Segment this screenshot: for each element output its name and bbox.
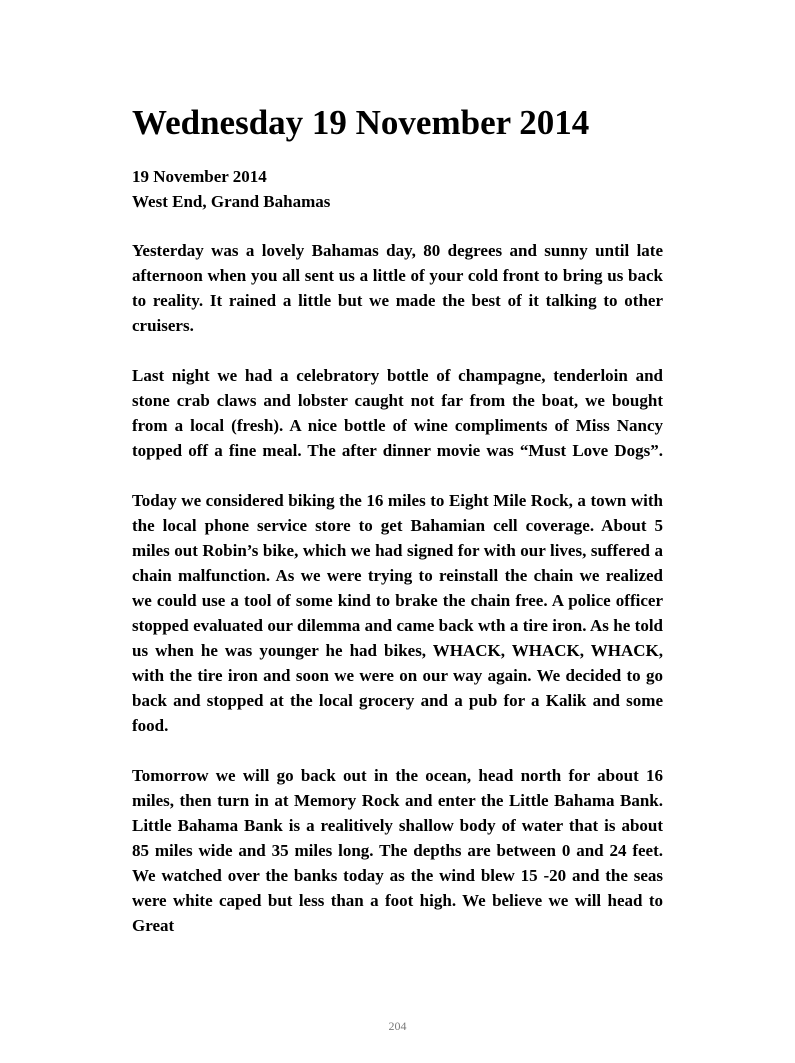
entry-location: West End, Grand Bahamas [132,192,331,211]
text-line: front to bring us back to reality. It rained a little but we made [132,266,663,310]
text-line: Last night we had a celebratory bottle of champagne, tenderloin [132,366,628,385]
text-line: Today we considered biking the 16 miles to Eight Mile Rock, a [132,491,586,510]
entry-date: 19 November 2014 [132,167,267,186]
text-line: town with the local phone service store to get Bahamian cell [132,491,663,535]
text-line: WHACK, with the tire iron and soon we were on our way again. [132,641,663,685]
text-line: until late afternoon when you all sent us a little of your cold [132,241,664,285]
text-line: for with our lives, suffered a chain malfunction. As we were [132,541,663,585]
text-line: Little Bahama Bank. Little Bahama Bank is a realitively [132,791,664,835]
entry-meta [132,164,663,214]
entry-body [132,238,663,963]
page-number: 204 [388,1019,407,1033]
text-line: dinner movie was “Must Love Dogs”. [382,441,664,460]
paragraph-2 [132,363,663,463]
text-line: trying to reinstall the chain we realized we could use a tool of [132,566,664,610]
text-line: caped but less than a foot high. We believe we will head to Great [132,891,663,935]
paragraph-1 [132,238,663,338]
page-title: Wednesday 19 November 2014 [132,103,590,142]
text-line: about 16 miles, then turn in at Memory Rock and enter the [132,766,664,810]
text-line: Tomorrow we will go back out in the ocean, head north for [132,766,590,785]
text-line: pub for a Kalik and some food. [132,691,663,735]
text-line: compliments of Miss Nancy topped off a fine meal. The after [132,416,664,460]
text-line: and stone crab claws and lobster caught not far from the boat, [132,366,663,410]
text-line: the best of it talking to other cruisers. [132,291,663,335]
text-line: some kind to brake the chain free. A police officer stopped [132,591,663,635]
paragraph-4 [132,763,663,938]
text-line: the banks today as the wind blew 15 -20 and the seas were white [132,866,664,910]
text-line: coverage. About 5 miles out Robin’s bike, which we had signed [132,516,664,560]
text-line: we bought from a local (fresh). A nice bottle of wine [132,391,663,435]
text-line: Yesterday was a lovely Bahamas day, 80 degrees and sunny [132,241,588,260]
text-line: We decided to go back and stopped at the local grocery and a [132,666,663,710]
paragraph-3 [132,488,663,738]
text-line: long. The depths are between 0 and 24 feet. We watched over [132,841,663,885]
text-line: shallow body of water that is about 85 miles wide and 35 miles [132,816,664,860]
text-line: evaluated our dilemma and came back wth a tire iron. As he [193,616,631,635]
text-line: told us when he was younger he had bikes, WHACK, WHACK, [132,616,664,660]
